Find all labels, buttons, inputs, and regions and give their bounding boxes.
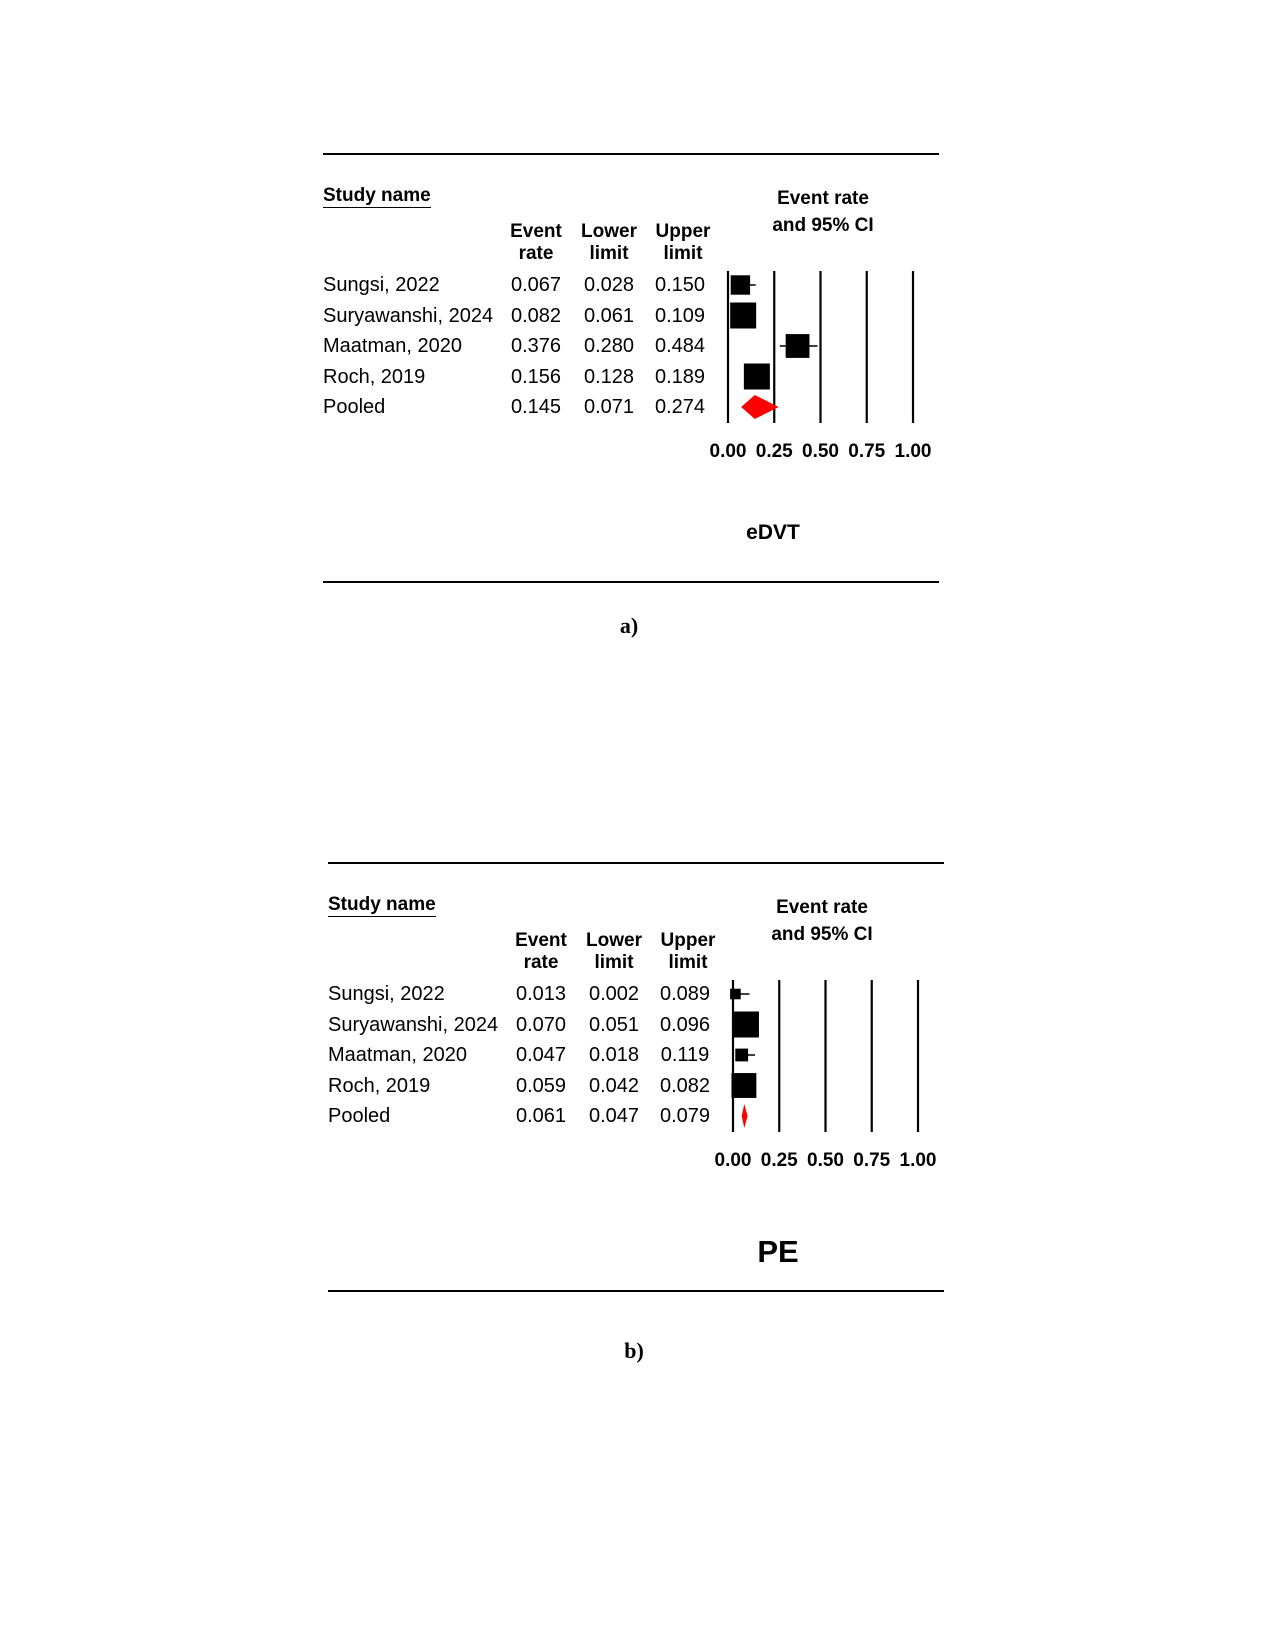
study-name: Maatman, 2020: [323, 335, 462, 357]
study-name-header: Study name: [323, 185, 431, 206]
top-rule: [328, 862, 944, 864]
panel-label: b): [624, 1338, 644, 1363]
lower-limit-value: 0.047: [588, 1105, 640, 1127]
forest-plot-area: [714, 980, 968, 1180]
event-rate-value: 0.061: [515, 1105, 567, 1127]
study-row: [328, 1101, 728, 1131]
outcome-label: eDVT: [746, 521, 800, 544]
study-name: Suryawanshi, 2024: [323, 304, 494, 327]
event-rate-value: 0.156: [510, 365, 562, 388]
lower-limit-value: 0.071: [583, 396, 635, 418]
lower-limit-value: 0.018: [588, 1044, 640, 1066]
study-name: Maatman, 2020: [328, 1044, 467, 1066]
event-rate-value: 0.059: [515, 1074, 567, 1097]
study-name: Sungsi, 2022: [328, 983, 445, 1005]
event-rate-value: 0.067: [510, 274, 562, 296]
ci-header: Event rate and 95% CI: [772, 188, 874, 236]
x-tick-label: 0.25: [760, 1150, 798, 1171]
study-row: [328, 1071, 728, 1101]
lower-limit-value: 0.280: [583, 335, 635, 357]
upper-limit-value: 0.274: [654, 396, 706, 418]
event-rate-value: 0.070: [515, 1013, 567, 1036]
lower-limit-value: 0.128: [583, 365, 635, 388]
bottom-rule: [323, 581, 939, 583]
event-rate-header: Event rate: [515, 930, 567, 973]
event-rate-value: 0.376: [510, 335, 562, 357]
lower-limit-header: Lower limit: [586, 930, 642, 973]
lower-limit-header: Lower limit: [581, 221, 637, 264]
study-marker: [731, 1073, 756, 1098]
upper-limit-value: 0.189: [654, 365, 706, 388]
study-name-header: Study name: [328, 894, 436, 915]
lower-limit-value: 0.028: [583, 274, 635, 296]
study-name: Suryawanshi, 2024: [328, 1013, 499, 1036]
study-name: Roch, 2019: [328, 1074, 431, 1097]
event-rate-value: 0.082: [510, 304, 562, 327]
pooled-diamond: [742, 1104, 748, 1128]
forest-plot-area: [709, 271, 963, 471]
upper-limit-value: 0.150: [654, 274, 706, 296]
study-marker: [730, 303, 756, 329]
x-tick-label: 0.50: [807, 1150, 844, 1171]
x-tick-label: 0.50: [802, 441, 839, 462]
upper-limit-header: Upper limit: [655, 221, 711, 264]
study-row: [323, 270, 723, 300]
study-marker: [731, 275, 750, 294]
study-name: Roch, 2019: [323, 365, 426, 388]
upper-limit-header: Upper limit: [660, 930, 716, 973]
x-tick-label: 0.00: [709, 441, 747, 462]
study-marker: [786, 334, 810, 358]
forest-plot-b: [328, 862, 968, 1363]
lower-limit-value: 0.002: [588, 983, 640, 1005]
x-tick-label: 0.25: [755, 441, 793, 462]
panel-label: a): [619, 613, 639, 638]
study-row: [323, 331, 723, 361]
forest-plot-a: [323, 153, 963, 638]
study-marker: [730, 989, 741, 1000]
x-tick-label: 1.00: [899, 1150, 937, 1171]
top-rule: [323, 153, 939, 155]
study-row: [328, 979, 728, 1009]
upper-limit-value: 0.082: [659, 1074, 711, 1097]
lower-limit-value: 0.061: [583, 304, 635, 327]
study-row: [323, 392, 723, 422]
pooled-diamond: [741, 395, 779, 419]
event-rate-value: 0.145: [510, 396, 562, 418]
upper-limit-value: 0.096: [659, 1013, 711, 1036]
study-row: [328, 1040, 728, 1070]
study-row: [323, 301, 723, 331]
upper-limit-value: 0.079: [659, 1105, 711, 1127]
lower-limit-value: 0.042: [588, 1074, 640, 1097]
study-row: [328, 1010, 728, 1040]
x-tick-label: 0.75: [853, 1150, 891, 1171]
lower-limit-value: 0.051: [588, 1013, 640, 1036]
bottom-rule: [328, 1290, 944, 1292]
ci-header: Event rate and 95% CI: [771, 897, 873, 945]
event-rate-header: Event rate: [510, 221, 562, 264]
upper-limit-value: 0.109: [654, 304, 706, 327]
x-tick-label: 1.00: [894, 441, 932, 462]
study-name: Sungsi, 2022: [323, 274, 440, 296]
study-row: [323, 362, 723, 392]
x-tick-label: 0.00: [714, 1150, 752, 1171]
upper-limit-value: 0.484: [654, 335, 706, 357]
x-tick-label: 0.75: [848, 441, 886, 462]
outcome-label: PE: [757, 1234, 799, 1269]
upper-limit-value: 0.119: [660, 1044, 710, 1066]
event-rate-value: 0.013: [515, 983, 567, 1005]
study-marker: [733, 1012, 759, 1038]
event-rate-value: 0.047: [515, 1044, 567, 1066]
study-marker: [735, 1049, 748, 1062]
study-name: Pooled: [323, 396, 386, 418]
study-name: Pooled: [328, 1105, 391, 1127]
study-marker: [744, 364, 770, 390]
upper-limit-value: 0.089: [659, 983, 711, 1005]
